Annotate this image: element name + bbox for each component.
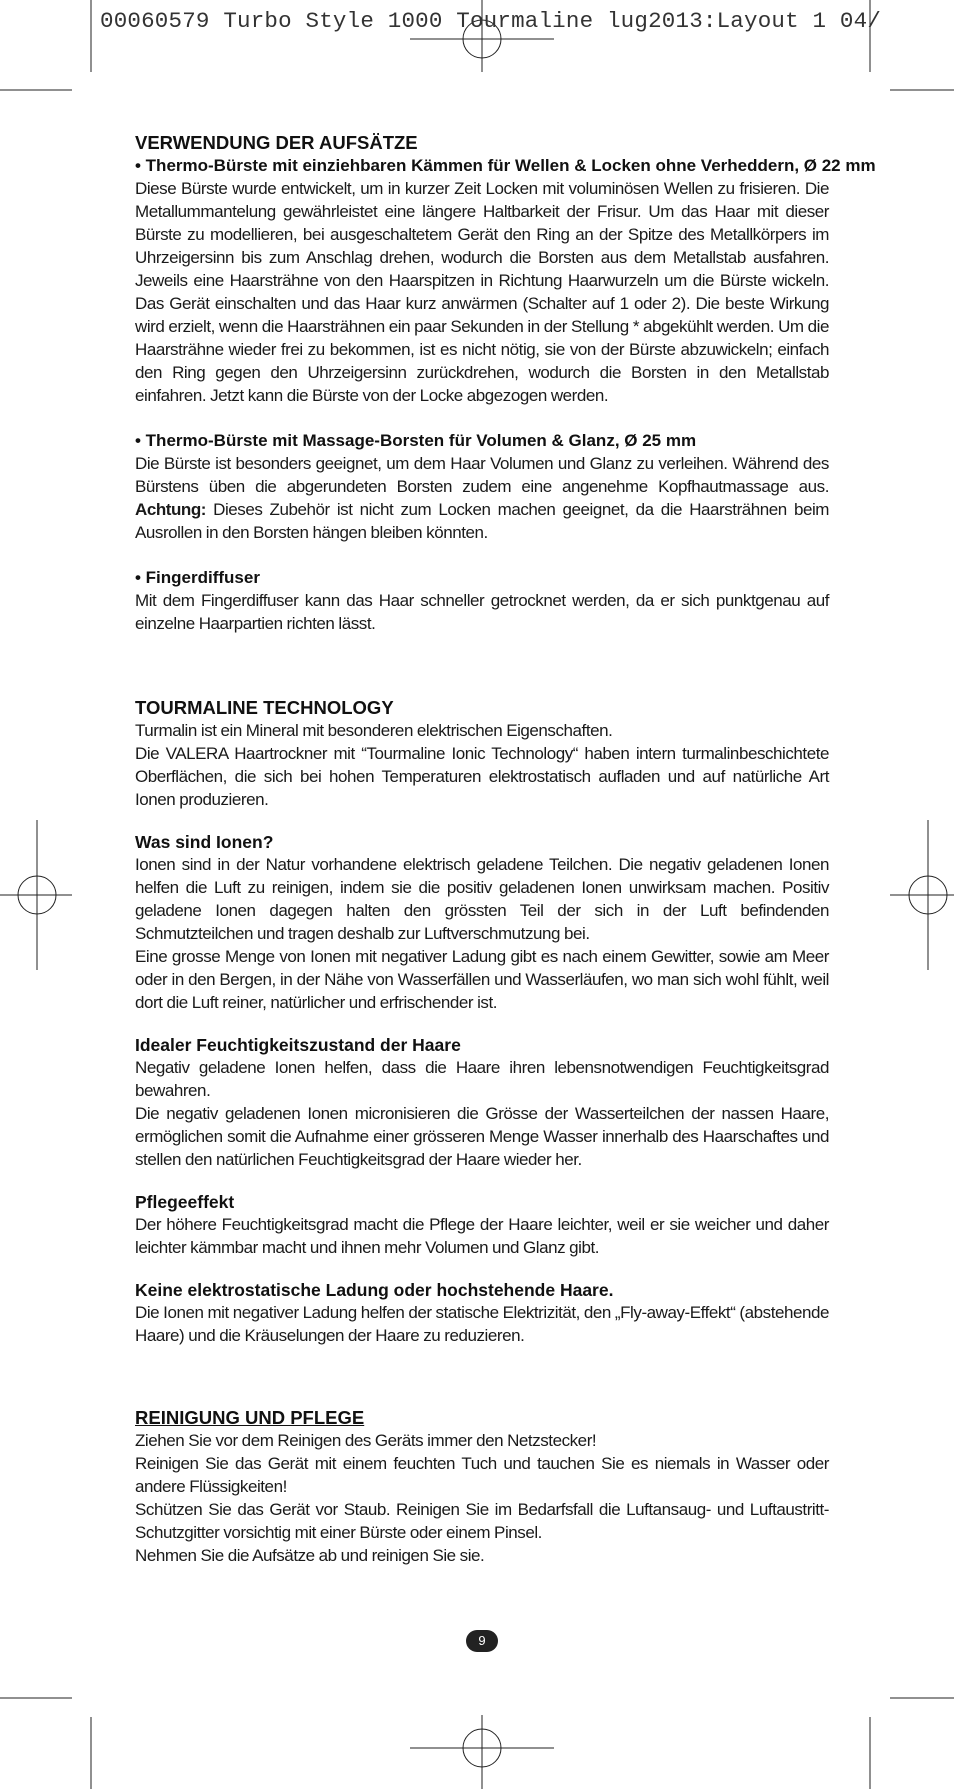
print-slug: 00060579 Turbo Style 1000 Tourmaline lug2013:Layout 1 04/	[100, 8, 882, 34]
page-content	[135, 131, 876, 1567]
reinigung-p1: Ziehen Sie vor dem Reinigen des Geräts immer den Netzstecker!	[135, 1431, 597, 1450]
warning-label: Achtung:	[135, 500, 206, 519]
heading-feuchtigkeit: Idealer Feuchtigkeitszustand der Haare	[135, 1035, 461, 1055]
ionen-p2: Eine grosse Menge von Ionen mit negativer Ladung gibt es nach einem Gewitter, sowie am Meer oder in den Bergen, in der Nähe von Wasserfällen und Wasserläufen, wo man sich wohl fühlt, weil dort die Luft reiner, natürlicher und erfrischender ist.	[135, 947, 829, 1012]
brush-22mm-title: • Thermo-Bürste mit einziehbaren Kämmen für Wellen & Locken ohne Verheddern, Ø 22 mm	[135, 156, 876, 175]
brush-22mm-text: Diese Bürste wurde entwickelt, um in kurzer Zeit Locken mit voluminösen Wellen zu frisieren. Die Metallummantelung gewährleistet eine längere Haltbarkeit der Frisur. Um das Haar mit dieser Bürste zu modellieren, bei ausgeschaltetem Gerät den Ring an der Spitze des Metallkörpers im Uhrzeigersinn bis zum Anschlag drehen, wodurch die Borsten aus dem Metallstab ausfahren. Jeweils eine Haarsträhne von den Haarspitzen in Richtung Haarwurzeln um die Bürste wickeln. Das Gerät einschalten und das Haar kurz anwärmen (Schalter auf 1 oder 2). Die beste Wirkung wird erzielt, wenn die Haarsträhnen ein paar Sekunden in der Stellung * abgekühlt werden. Um die Haarsträhne wieder frei zu bekommen, ist es nicht nötig, sie von der Bürste abzuwickeln; einfach den Ring gegen den Uhrzeigersinn zurückdrehen, wodurch die Borsten in den Metallstab einfahren. Jetzt kann die Bürste von der Locke abgezogen werden.	[135, 179, 829, 405]
warning-text: Dieses Zubehör ist nicht zum Locken machen geeignet, da die Haarsträhnen beim Ausrollen in den Borsten hängen bleiben könnten.	[135, 500, 829, 542]
tourmaline-p2: Die VALERA Haartrockner mit “Tourmaline Ionic Technology“ haben intern turmalinbeschichtete Oberflächen, die sich bei hohen Temperaturen elektrostatisch aufladen und auf natürliche Art Ionen produzieren.	[135, 744, 829, 809]
diffuser-title: • Fingerdiffuser	[135, 568, 260, 587]
tourmaline-p1: Turmalin ist ein Mineral mit besonderen elektrischen Eigenschaften.	[135, 721, 613, 740]
reinigung-p2: Reinigen Sie das Gerät mit einem feuchten Tuch und tauchen Sie es niemals in Wasser oder andere Flüssigkeiten!	[135, 1454, 829, 1496]
heading-aufsaetze: VERWENDUNG DER AUFSÄTZE	[135, 132, 418, 153]
feucht-p1: Negativ geladene Ionen helfen, dass die Haare ihren lebensnotwendigen Feuchtigkeitsgrad bewahren.	[135, 1058, 829, 1100]
reinigung-p4: Nehmen Sie die Aufsätze ab und reinigen Sie sie.	[135, 1546, 485, 1565]
heading-ionen: Was sind Ionen?	[135, 832, 274, 852]
brush-25mm-desc: Die Bürste ist besonders geeignet, um dem Haar Volumen und Glanz zu verleihen. Während des Bürstens üben die abgerundeten Borsten zudem eine angenehme Kopfhautmassage aus.	[135, 454, 829, 496]
pflege-p: Der höhere Feuchtigkeitsgrad macht die Pflege der Haare leichter, weil er sie weicher und daher leichter kämmbar macht und ihnen mehr Volumen und Glanz gibt.	[135, 1215, 829, 1257]
statisch-p: Die Ionen mit negativer Ladung helfen der statische Elektrizität, den „Fly-away-Effekt“ (abstehende Haare) und die Kräuselungen der Haare zu reduzieren.	[135, 1303, 829, 1345]
heading-statisch: Keine elektrostatische Ladung oder hochstehende Haare.	[135, 1280, 614, 1300]
feucht-p2: Die negativ geladenen Ionen micronisieren die Grösse der Wasserteilchen der nassen Haare, ermöglichen somit die Aufnahme einer grösseren Menge Wasser innerhalb des Haarschaftes und stellen den natürlichen Feuchtigkeitsgrad der Haare wieder her.	[135, 1104, 829, 1169]
brush-25mm-title: • Thermo-Bürste mit Massage-Borsten für Volumen & Glanz, Ø 25 mm	[135, 431, 697, 450]
brush-25mm-text	[135, 452, 829, 544]
ionen-p1: Ionen sind in der Natur vorhandene elektrisch geladene Teilchen. Die negativ geladenen Ionen helfen die Luft zu reinigen, indem sie die positiv geladenen Ionen unwirksam machen. Positiv geladene Ionen dagegen halten den grössten Teil der sich in der Luft befindenden Schmutzteilchen und tragen deshalb zur Luftverschmutzung bei.	[135, 855, 829, 943]
page-number: 9	[466, 1630, 498, 1652]
heading-tourmaline: TOURMALINE TECHNOLOGY	[135, 697, 394, 718]
diffuser-text: Mit dem Fingerdiffuser kann das Haar schneller getrocknet werden, da er sich punktgenau auf einzelne Haarpartien richten lässt.	[135, 591, 829, 633]
heading-pflegeeffekt: Pflegeeffekt	[135, 1192, 235, 1212]
reinigung-p3: Schützen Sie das Gerät vor Staub. Reinigen Sie im Bedarfsfall die Luftansaug- und Luftaustritt-Schutzgitter vorsichtig mit einer Bürste oder einem Pinsel.	[135, 1500, 829, 1542]
heading-reinigung: REINIGUNG UND PFLEGE	[135, 1407, 365, 1428]
